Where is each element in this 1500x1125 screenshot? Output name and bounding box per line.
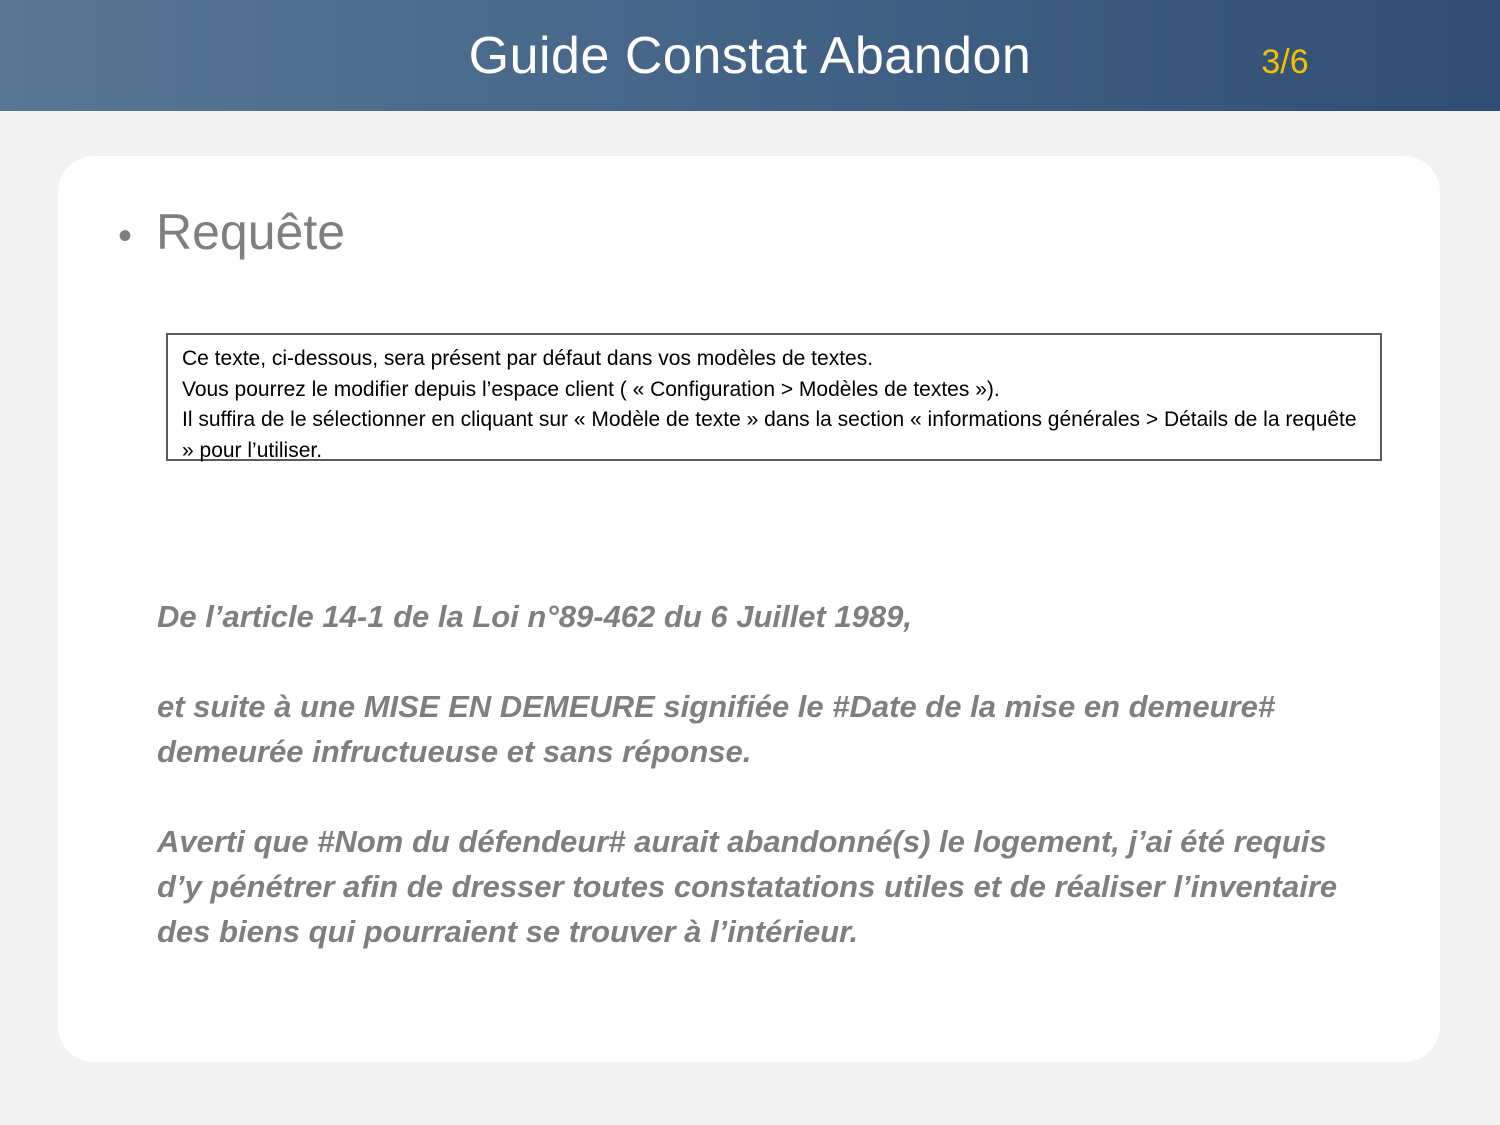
note-line: Ce texte, ci-dessous, sera présent par défaut dans vos modèles de textes. [182,347,874,370]
info-note-box [166,333,1382,461]
section-heading [118,200,345,268]
content-card [58,156,1440,1062]
bullet-icon: • [118,214,133,258]
page-indicator: 3/6 [1261,43,1309,81]
note-line: Vous pourrez le modifier depuis l’espace client ( « Configuration > Modèles de textes »). [182,377,1000,401]
template-paragraph: et suite à une MISE EN DEMEURE signifiée le #Date de la mise en demeure# demeurée infructueuse et sans réponse. [157,689,1276,769]
section-title: Requête [156,204,346,260]
header-bar [0,0,1500,111]
page-title: Guide Constat Abandon [468,27,1032,85]
note-line: Il suffira de le sélectionner en cliquant sur « Modèle de texte » dans la section « informations générales > Détails de la requête » pour l’utiliser. [182,408,1357,462]
template-text [157,594,1357,999]
template-paragraph: Averti que #Nom du défendeur# aurait abandonné(s) le logement, j’ai été requis d’y pénétrer afin de dresser toutes constatations utiles et de réaliser l’inventaire des biens qui pourraient se trouver à l’intérieur. [157,824,1338,949]
template-paragraph: De l’article 14-1 de la Loi n°89-462 du 6 Juillet 1989, [157,599,913,634]
